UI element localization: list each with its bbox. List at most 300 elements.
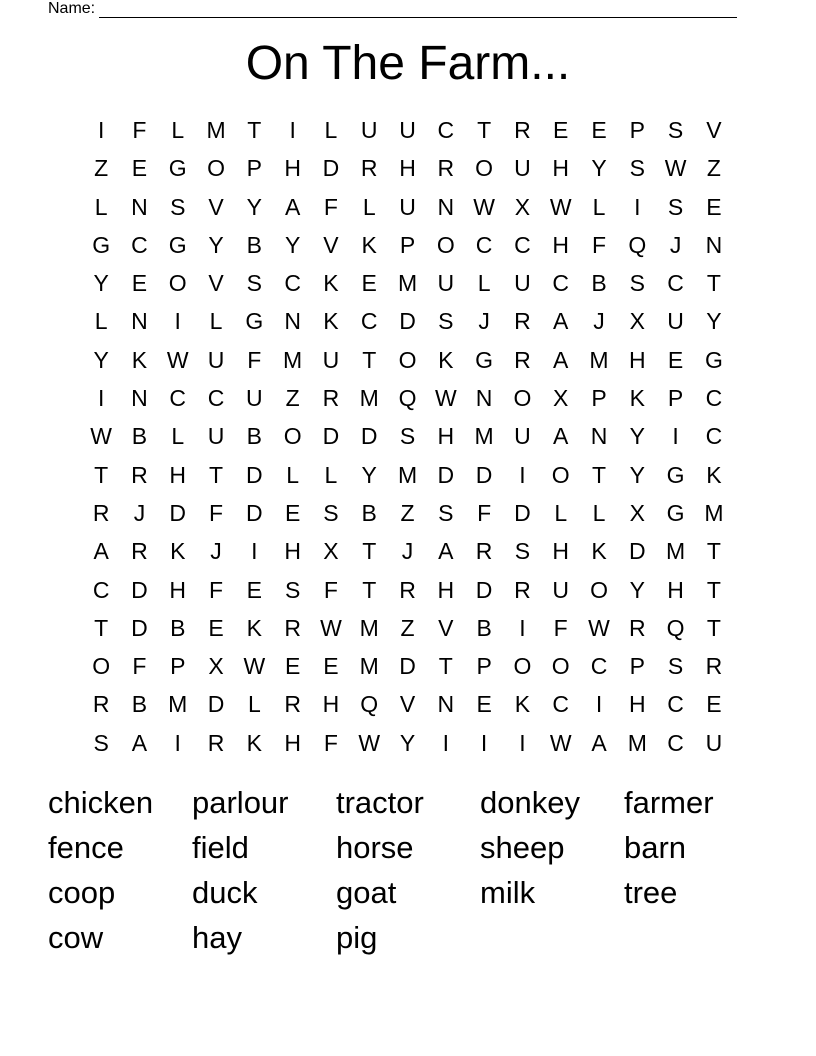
grid-letter[interactable]: D xyxy=(246,499,263,526)
grid-letter[interactable]: I xyxy=(442,729,450,756)
grid-letter[interactable]: P xyxy=(399,231,416,258)
grid-letter[interactable]: Z xyxy=(706,155,721,182)
grid-letter[interactable]: Y xyxy=(629,461,645,488)
grid-letter[interactable]: E xyxy=(246,576,262,603)
grid-letter[interactable]: L xyxy=(94,193,108,220)
grid-letter[interactable]: Q xyxy=(666,614,685,641)
grid-letter[interactable]: B xyxy=(246,423,262,450)
grid-letter[interactable]: G xyxy=(168,155,187,182)
grid-letter[interactable]: H xyxy=(284,155,301,182)
grid-letter[interactable]: I xyxy=(174,308,181,335)
grid-letter[interactable]: R xyxy=(284,614,301,641)
grid-letter[interactable]: K xyxy=(131,346,148,373)
grid-letter[interactable]: H xyxy=(284,538,301,565)
grid-letter[interactable]: C xyxy=(207,385,225,412)
grid-letter[interactable]: P xyxy=(629,653,645,680)
grid-letter[interactable]: O xyxy=(513,385,532,412)
grid-letter[interactable]: Y xyxy=(706,308,722,335)
grid-letter[interactable]: C xyxy=(705,423,723,450)
grid-letter[interactable]: H xyxy=(667,576,684,603)
grid-letter[interactable]: Y xyxy=(284,231,301,258)
grid-letter[interactable]: L xyxy=(171,117,185,143)
grid-letter[interactable]: H xyxy=(169,576,187,603)
grid-letter[interactable]: D xyxy=(628,538,646,565)
grid-letter[interactable]: L xyxy=(209,308,223,335)
grid-letter[interactable]: W xyxy=(358,729,381,756)
grid-letter[interactable]: U xyxy=(246,385,263,412)
grid-letter[interactable]: X xyxy=(629,499,645,526)
grid-letter[interactable]: G xyxy=(245,308,264,335)
grid-letter[interactable]: X xyxy=(629,308,645,335)
grid-letter[interactable]: F xyxy=(323,729,338,756)
grid-letter[interactable]: H xyxy=(628,691,646,718)
grid-letter[interactable]: M xyxy=(359,614,379,641)
grid-letter[interactable]: T xyxy=(94,614,109,641)
grid-letter[interactable]: S xyxy=(246,270,262,297)
name-label: Name: xyxy=(48,0,96,17)
grid-letter[interactable]: N xyxy=(131,308,148,335)
grid-letter[interactable]: V xyxy=(438,614,454,641)
grid-letter[interactable]: S xyxy=(323,499,339,526)
grid-letter[interactable]: M xyxy=(397,270,418,297)
grid-letter[interactable]: J xyxy=(478,308,490,335)
grid-letter[interactable]: R xyxy=(284,691,301,718)
grid-letter[interactable]: Y xyxy=(629,576,645,603)
grid-letter[interactable]: B xyxy=(246,231,262,258)
grid-letter[interactable]: U xyxy=(552,576,570,603)
grid-letter[interactable]: W xyxy=(243,653,266,680)
grid-letter[interactable]: C xyxy=(169,385,187,412)
grid-letter[interactable]: S xyxy=(514,538,531,565)
grid-letter[interactable]: D xyxy=(399,653,416,680)
grid-letter[interactable]: R xyxy=(628,614,646,641)
grid-letter[interactable]: U xyxy=(207,423,225,450)
grid-letter[interactable]: K xyxy=(323,270,339,297)
grid-letter[interactable]: A xyxy=(131,729,148,756)
grid-letter[interactable]: C xyxy=(475,231,493,258)
grid-letter[interactable]: M xyxy=(589,346,609,373)
grid-letter[interactable]: Z xyxy=(400,614,415,641)
grid-letter[interactable]: U xyxy=(514,423,531,450)
grid-letter[interactable]: L xyxy=(324,461,338,488)
grid-letter[interactable]: H xyxy=(628,346,646,373)
grid-letter[interactable]: G xyxy=(475,346,494,373)
grid-letter[interactable]: I xyxy=(672,423,679,450)
grid-letter[interactable]: R xyxy=(514,576,531,603)
grid-letter[interactable]: R xyxy=(92,691,110,718)
grid-letter[interactable]: U xyxy=(399,117,416,143)
grid-letter[interactable]: I xyxy=(519,461,526,488)
grid-letter[interactable]: K xyxy=(629,385,645,412)
grid-letter[interactable]: C xyxy=(131,231,148,258)
grid-letter[interactable]: E xyxy=(131,155,148,182)
grid-letter[interactable]: Q xyxy=(628,231,647,258)
grid-letter[interactable]: I xyxy=(251,538,258,565)
grid-letter[interactable]: T xyxy=(477,117,492,143)
grid-letter[interactable]: S xyxy=(667,653,684,680)
grid-letter[interactable]: V xyxy=(208,270,224,297)
grid-letter[interactable]: F xyxy=(209,499,224,526)
grid-letter[interactable]: U xyxy=(207,346,225,373)
grid-letter[interactable]: D xyxy=(131,576,148,603)
grid-letter[interactable]: U xyxy=(514,155,531,182)
grid-letter[interactable]: H xyxy=(169,461,187,488)
grid-letter[interactable]: S xyxy=(399,423,416,450)
grid-letter[interactable]: U xyxy=(437,270,455,297)
grid-letter[interactable]: D xyxy=(246,461,263,488)
grid-letter[interactable]: U xyxy=(705,729,723,756)
grid-letter[interactable]: Q xyxy=(360,691,379,718)
grid-letter[interactable]: A xyxy=(553,346,569,373)
grid-letter[interactable]: C xyxy=(667,729,684,756)
grid-letter[interactable]: S xyxy=(438,308,454,335)
grid-letter[interactable]: M xyxy=(474,423,494,450)
grid-letter[interactable]: P xyxy=(476,653,492,680)
grid-letter[interactable]: F xyxy=(591,231,607,258)
grid-letter[interactable]: Y xyxy=(629,423,645,450)
grid-letter[interactable]: J xyxy=(133,499,146,526)
grid-letter[interactable]: R xyxy=(360,155,378,182)
grid-letter[interactable]: B xyxy=(476,614,492,641)
grid-letter[interactable]: R xyxy=(514,308,531,335)
grid-letter[interactable]: D xyxy=(131,614,148,641)
grid-letter[interactable]: A xyxy=(591,729,607,756)
grid-letter[interactable]: M xyxy=(704,499,724,526)
grid-letter[interactable]: Y xyxy=(361,461,377,488)
word-list-item: farmer xyxy=(624,785,714,820)
grid-letter[interactable]: R xyxy=(399,576,416,603)
grid-letter[interactable]: Y xyxy=(246,193,262,220)
grid-letter[interactable]: H xyxy=(284,729,301,756)
grid-letter[interactable]: M xyxy=(359,653,379,680)
word-list-item: fence xyxy=(48,830,124,865)
grid-letter[interactable]: T xyxy=(706,538,721,565)
grid-letter[interactable]: W xyxy=(434,385,457,412)
grid-letter[interactable]: N xyxy=(437,193,455,220)
grid-letter[interactable]: M xyxy=(359,385,379,412)
grid-letter[interactable]: N xyxy=(131,193,148,220)
grid-letter[interactable]: C xyxy=(705,385,723,412)
grid-letter[interactable]: L xyxy=(362,193,376,220)
grid-letter[interactable]: C xyxy=(360,308,378,335)
grid-letter[interactable]: G xyxy=(666,461,685,488)
grid-letter[interactable]: E xyxy=(706,193,722,220)
grid-letter[interactable]: K xyxy=(246,614,262,641)
grid-letter[interactable]: R xyxy=(131,461,148,488)
word-list-item: tree xyxy=(624,875,678,910)
grid-letter[interactable]: E xyxy=(284,653,301,680)
grid-letter[interactable]: W xyxy=(320,614,342,641)
grid-letter[interactable]: B xyxy=(361,499,377,526)
grid-letter[interactable]: O xyxy=(168,270,187,297)
grid-letter[interactable]: N xyxy=(475,385,493,412)
grid-letter[interactable]: P xyxy=(591,385,607,412)
grid-letter[interactable]: O xyxy=(475,155,494,182)
grid-letter[interactable]: U xyxy=(360,117,378,143)
grid-letter[interactable]: D xyxy=(207,691,225,718)
grid-letter[interactable]: H xyxy=(552,231,570,258)
grid-letter[interactable]: P xyxy=(170,653,186,680)
grid-letter[interactable]: T xyxy=(247,117,262,143)
grid-letter[interactable]: S xyxy=(629,155,645,182)
grid-letter[interactable]: N xyxy=(590,423,608,450)
grid-letter[interactable]: P xyxy=(629,117,645,143)
grid-letter[interactable]: C xyxy=(667,691,684,718)
grid-letter[interactable]: I xyxy=(289,117,296,143)
grid-letter[interactable]: D xyxy=(322,155,340,182)
grid-letter[interactable]: D xyxy=(475,461,493,488)
grid-letter[interactable]: D xyxy=(322,423,340,450)
grid-letter[interactable]: A xyxy=(284,193,301,220)
grid-letter[interactable]: V xyxy=(399,691,416,718)
grid-letter[interactable]: B xyxy=(131,691,148,718)
grid-letter[interactable]: I xyxy=(97,385,105,412)
grid-letter[interactable]: C xyxy=(514,231,531,258)
grid-letter[interactable]: L xyxy=(324,117,338,143)
grid-letter[interactable]: G xyxy=(92,231,111,258)
grid-letter[interactable]: W xyxy=(549,193,572,220)
grid-letter[interactable]: T xyxy=(94,461,109,488)
grid-letter[interactable]: G xyxy=(168,231,187,258)
grid-letter[interactable]: F xyxy=(323,193,338,220)
grid-letter[interactable]: W xyxy=(588,614,610,641)
grid-letter[interactable]: O xyxy=(513,653,532,680)
grid-letter[interactable]: S xyxy=(667,117,684,143)
grid-letter[interactable]: T xyxy=(362,346,377,373)
grid-letter[interactable]: V xyxy=(208,193,224,220)
grid-letter[interactable]: H xyxy=(437,576,455,603)
grid-letter[interactable]: L xyxy=(94,308,108,335)
grid-letter[interactable]: H xyxy=(552,155,570,182)
grid-letter[interactable]: V xyxy=(323,231,339,258)
grid-letter[interactable]: Z xyxy=(94,155,109,182)
grid-letter[interactable]: P xyxy=(246,155,262,182)
grid-letter[interactable]: O xyxy=(551,653,570,680)
grid-letter[interactable]: C xyxy=(667,270,684,297)
grid-letter[interactable]: N xyxy=(131,385,148,412)
grid-letter[interactable]: X xyxy=(514,193,531,220)
grid-letter[interactable]: R xyxy=(131,538,148,565)
grid-letter[interactable]: N xyxy=(284,308,301,335)
grid-letter[interactable]: F xyxy=(132,653,147,680)
grid-letter[interactable]: O xyxy=(551,461,570,488)
grid-letter[interactable]: X xyxy=(323,538,339,565)
grid-letter[interactable]: F xyxy=(132,117,147,143)
grid-letter[interactable]: R xyxy=(514,346,531,373)
grid-letter[interactable]: D xyxy=(437,461,455,488)
grid-letter[interactable]: O xyxy=(207,155,225,182)
grid-letter[interactable]: S xyxy=(170,193,186,220)
grid-letter[interactable]: R xyxy=(705,653,723,680)
grid-letter[interactable]: M xyxy=(206,117,226,143)
grid-letter[interactable]: W xyxy=(90,423,112,450)
grid-letter[interactable]: E xyxy=(553,117,569,143)
grid-letter[interactable]: E xyxy=(208,614,224,641)
grid-letter[interactable]: U xyxy=(514,270,531,297)
grid-letter[interactable]: M xyxy=(283,346,303,373)
grid-letter[interactable]: Y xyxy=(93,346,109,373)
grid-letter[interactable]: E xyxy=(284,499,301,526)
grid-letter[interactable]: X xyxy=(553,385,569,412)
grid-letter[interactable]: I xyxy=(97,117,105,143)
grid-letter[interactable]: B xyxy=(591,270,607,297)
grid-letter[interactable]: S xyxy=(93,729,109,756)
name-field[interactable] xyxy=(48,0,737,18)
grid-letter[interactable]: B xyxy=(131,423,148,450)
grid-letter[interactable]: F xyxy=(553,614,568,641)
grid-letter[interactable]: T xyxy=(706,614,721,641)
grid-letter[interactable]: R xyxy=(92,499,110,526)
grid-letter[interactable]: O xyxy=(283,423,302,450)
grid-letter[interactable]: K xyxy=(361,231,377,258)
grid-letter[interactable]: S xyxy=(284,576,301,603)
grid-letter[interactable]: E xyxy=(667,346,684,373)
grid-letter[interactable]: I xyxy=(519,614,526,641)
grid-letter[interactable]: S xyxy=(438,499,454,526)
grid-letter[interactable]: W xyxy=(473,193,495,220)
grid-letter[interactable]: H xyxy=(552,538,570,565)
grid-letter[interactable]: C xyxy=(437,117,455,143)
grid-letter[interactable]: L xyxy=(247,691,261,718)
word-list-item: goat xyxy=(336,875,397,910)
grid-letter[interactable]: L xyxy=(171,423,185,450)
grid-letter[interactable]: C xyxy=(92,576,110,603)
grid-letter[interactable]: K xyxy=(514,691,531,718)
grid-letter[interactable]: I xyxy=(519,729,526,756)
grid-letter[interactable]: T xyxy=(706,270,721,297)
word-list-item: sheep xyxy=(480,830,565,865)
grid-letter[interactable]: O xyxy=(436,231,455,258)
grid-letter[interactable]: J xyxy=(210,538,222,565)
grid-letter[interactable]: D xyxy=(399,308,416,335)
grid-letter[interactable]: F xyxy=(477,499,492,526)
grid-letter[interactable]: O xyxy=(92,653,111,680)
grid-letter[interactable]: K xyxy=(438,346,454,373)
grid-letter[interactable]: F xyxy=(209,576,224,603)
grid-letter[interactable]: T xyxy=(362,576,377,603)
grid-letter[interactable]: P xyxy=(667,385,684,412)
grid-letter[interactable]: E xyxy=(706,691,722,718)
grid-letter[interactable]: R xyxy=(322,385,340,412)
grid-letter[interactable]: E xyxy=(131,270,148,297)
grid-letter[interactable]: I xyxy=(480,729,488,756)
grid-letter[interactable]: A xyxy=(553,423,569,450)
grid-letter[interactable]: W xyxy=(166,346,189,373)
grid-letter[interactable]: V xyxy=(706,117,722,143)
grid-letter[interactable]: K xyxy=(246,729,262,756)
grid-letter[interactable]: E xyxy=(591,117,607,143)
grid-letter[interactable]: F xyxy=(323,576,338,603)
grid-letter[interactable]: K xyxy=(323,308,339,335)
grid-letter[interactable]: X xyxy=(208,653,224,680)
grid-letter[interactable]: I xyxy=(634,193,641,220)
grid-letter[interactable]: Y xyxy=(399,729,416,756)
grid-letter[interactable]: W xyxy=(549,729,572,756)
grid-letter[interactable]: M xyxy=(627,729,647,756)
grid-letter[interactable]: D xyxy=(514,499,531,526)
grid-letter[interactable]: D xyxy=(360,423,378,450)
name-underline[interactable] xyxy=(99,2,737,18)
grid-letter[interactable]: E xyxy=(476,691,492,718)
grid-letter[interactable]: Q xyxy=(398,385,417,412)
grid-letter[interactable]: E xyxy=(361,270,377,297)
grid-letter[interactable]: Y xyxy=(93,270,109,297)
grid-letter[interactable]: N xyxy=(705,231,723,258)
grid-letter[interactable]: I xyxy=(174,729,181,756)
grid-letter[interactable]: M xyxy=(397,461,418,488)
grid-letter[interactable]: T xyxy=(706,576,721,603)
grid-letter[interactable]: F xyxy=(247,346,262,373)
grid-letter[interactable]: H xyxy=(399,155,416,182)
grid-letter[interactable]: T xyxy=(362,538,377,565)
grid-letter[interactable]: M xyxy=(168,691,188,718)
grid-letter[interactable]: L xyxy=(554,499,568,526)
grid-letter[interactable]: J xyxy=(669,231,682,258)
grid-letter[interactable]: Z xyxy=(285,385,300,412)
grid-letter[interactable]: O xyxy=(398,346,417,373)
word-list-item: pig xyxy=(336,920,378,955)
grid-letter[interactable]: O xyxy=(590,576,608,603)
grid-letter[interactable]: C xyxy=(552,691,570,718)
grid-letter[interactable]: H xyxy=(322,691,340,718)
grid-letter[interactable]: D xyxy=(169,499,187,526)
grid-letter[interactable]: L xyxy=(592,193,606,220)
grid-letter[interactable]: U xyxy=(399,193,416,220)
grid-letter[interactable]: Y xyxy=(591,155,607,182)
grid-letter[interactable]: G xyxy=(666,499,685,526)
grid-letter[interactable]: A xyxy=(553,308,569,335)
grid-letter[interactable]: C xyxy=(284,270,301,297)
grid-letter[interactable]: N xyxy=(437,691,455,718)
grid-letter[interactable]: K xyxy=(591,538,607,565)
grid-letter[interactable]: C xyxy=(552,270,570,297)
grid-letter[interactable]: U xyxy=(667,308,684,335)
grid-letter[interactable]: R xyxy=(437,155,455,182)
grid-letter[interactable]: T xyxy=(591,461,607,488)
grid-letter[interactable]: J xyxy=(593,308,605,335)
word-list-item: duck xyxy=(192,875,258,910)
grid-letter[interactable]: C xyxy=(590,653,608,680)
grid-letter[interactable]: Y xyxy=(208,231,224,258)
grid-letter[interactable]: B xyxy=(170,614,186,641)
grid-letter[interactable]: T xyxy=(209,461,224,488)
grid-letter[interactable]: L xyxy=(592,499,606,526)
grid-letter[interactable]: J xyxy=(401,538,414,565)
grid-letter[interactable]: W xyxy=(664,155,687,182)
grid-letter[interactable]: G xyxy=(704,346,723,373)
grid-letter[interactable]: M xyxy=(666,538,686,565)
grid-letter[interactable]: S xyxy=(629,270,645,297)
grid-letter[interactable]: A xyxy=(93,538,109,565)
grid-letter[interactable]: U xyxy=(322,346,340,373)
grid-letter[interactable]: S xyxy=(667,193,684,220)
grid-letter[interactable]: L xyxy=(286,461,300,488)
grid-letter[interactable]: H xyxy=(437,423,455,450)
grid-letter[interactable]: R xyxy=(475,538,493,565)
grid-letter[interactable]: A xyxy=(438,538,454,565)
grid-letter[interactable]: Z xyxy=(400,499,415,526)
grid-letter[interactable]: R xyxy=(207,729,225,756)
grid-letter[interactable]: I xyxy=(595,691,603,718)
word-list-item: milk xyxy=(480,875,536,910)
grid-letter[interactable]: K xyxy=(170,538,186,565)
grid-letter[interactable]: L xyxy=(477,270,491,297)
grid-letter[interactable]: D xyxy=(475,576,493,603)
grid-letter[interactable]: R xyxy=(514,117,531,143)
grid-letter[interactable]: K xyxy=(706,461,722,488)
grid-letter[interactable]: E xyxy=(323,653,339,680)
grid-letter[interactable]: T xyxy=(438,653,453,680)
